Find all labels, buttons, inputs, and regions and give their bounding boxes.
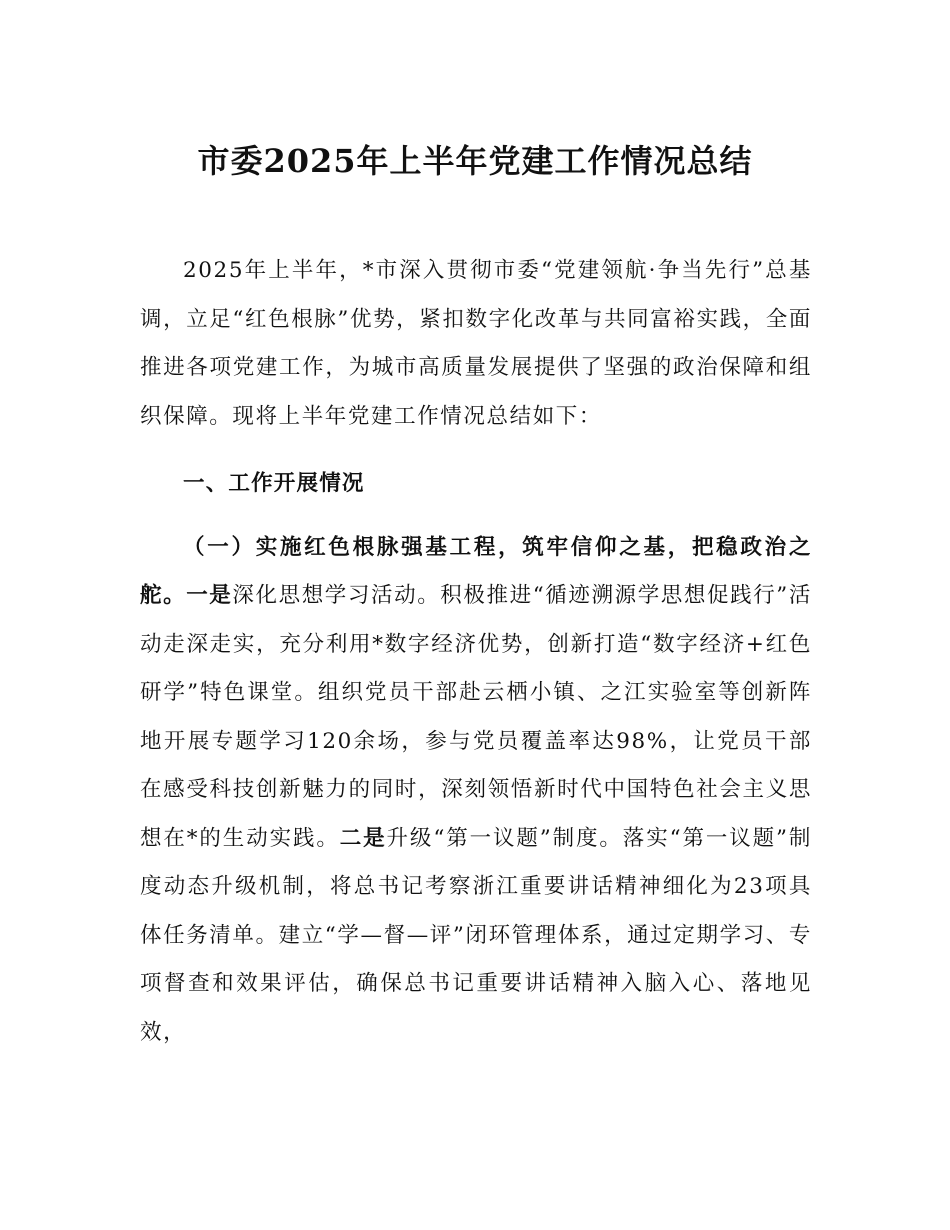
subsection-paragraph bbox=[140, 524, 812, 1058]
subsection-heading: （一）实施红色根脉强基工程，筑牢信仰之基，把稳政治之舵。 bbox=[140, 534, 812, 608]
point-one-text: 深化思想学习活动。积极推进“循迹溯源学思想促践行”活动走深走实，充分利用*数字经济优势，创新打造“数字经济+红色研学”特色课堂。组织党员干部赴云栖小镇、之江实验室等创新阵地开展专题学习120余场，参与党员覆盖率达98%，让党员干部在感受科技创新魅力的同时，深刻领悟新时代中国特色社会主义思想在*的生动实践。 bbox=[140, 583, 812, 851]
point-one-label: 一是 bbox=[186, 583, 233, 608]
document-title: 市委2025年上半年党建工作情况总结 bbox=[197, 142, 753, 181]
document-body bbox=[140, 247, 812, 1057]
intro-paragraph: 2025年上半年，*市深入贯彻市委“党建领航·争当先行”总基调，立足“红色根脉”优势，紧扣数字化改革与共同富裕实践，全面推进各项党建工作，为城市高质量发展提供了坚强的政治保障和组织保障。现将上半年党建工作情况总结如下： bbox=[140, 258, 812, 429]
section-heading: 一、工作开展情况 bbox=[183, 471, 365, 496]
point-two-text: 升级“第一议题”制度。落实“第一议题”制度动态升级机制，将总书记考察浙江重要讲话精神细化为23项具体任务清单。建立“学—督—评”闭环管理体系，通过定期学习、专项督查和效果评估，确保总书记重要讲话精神入脑入心、落地见效， bbox=[140, 825, 813, 1045]
point-two-label: 二是 bbox=[339, 825, 387, 851]
